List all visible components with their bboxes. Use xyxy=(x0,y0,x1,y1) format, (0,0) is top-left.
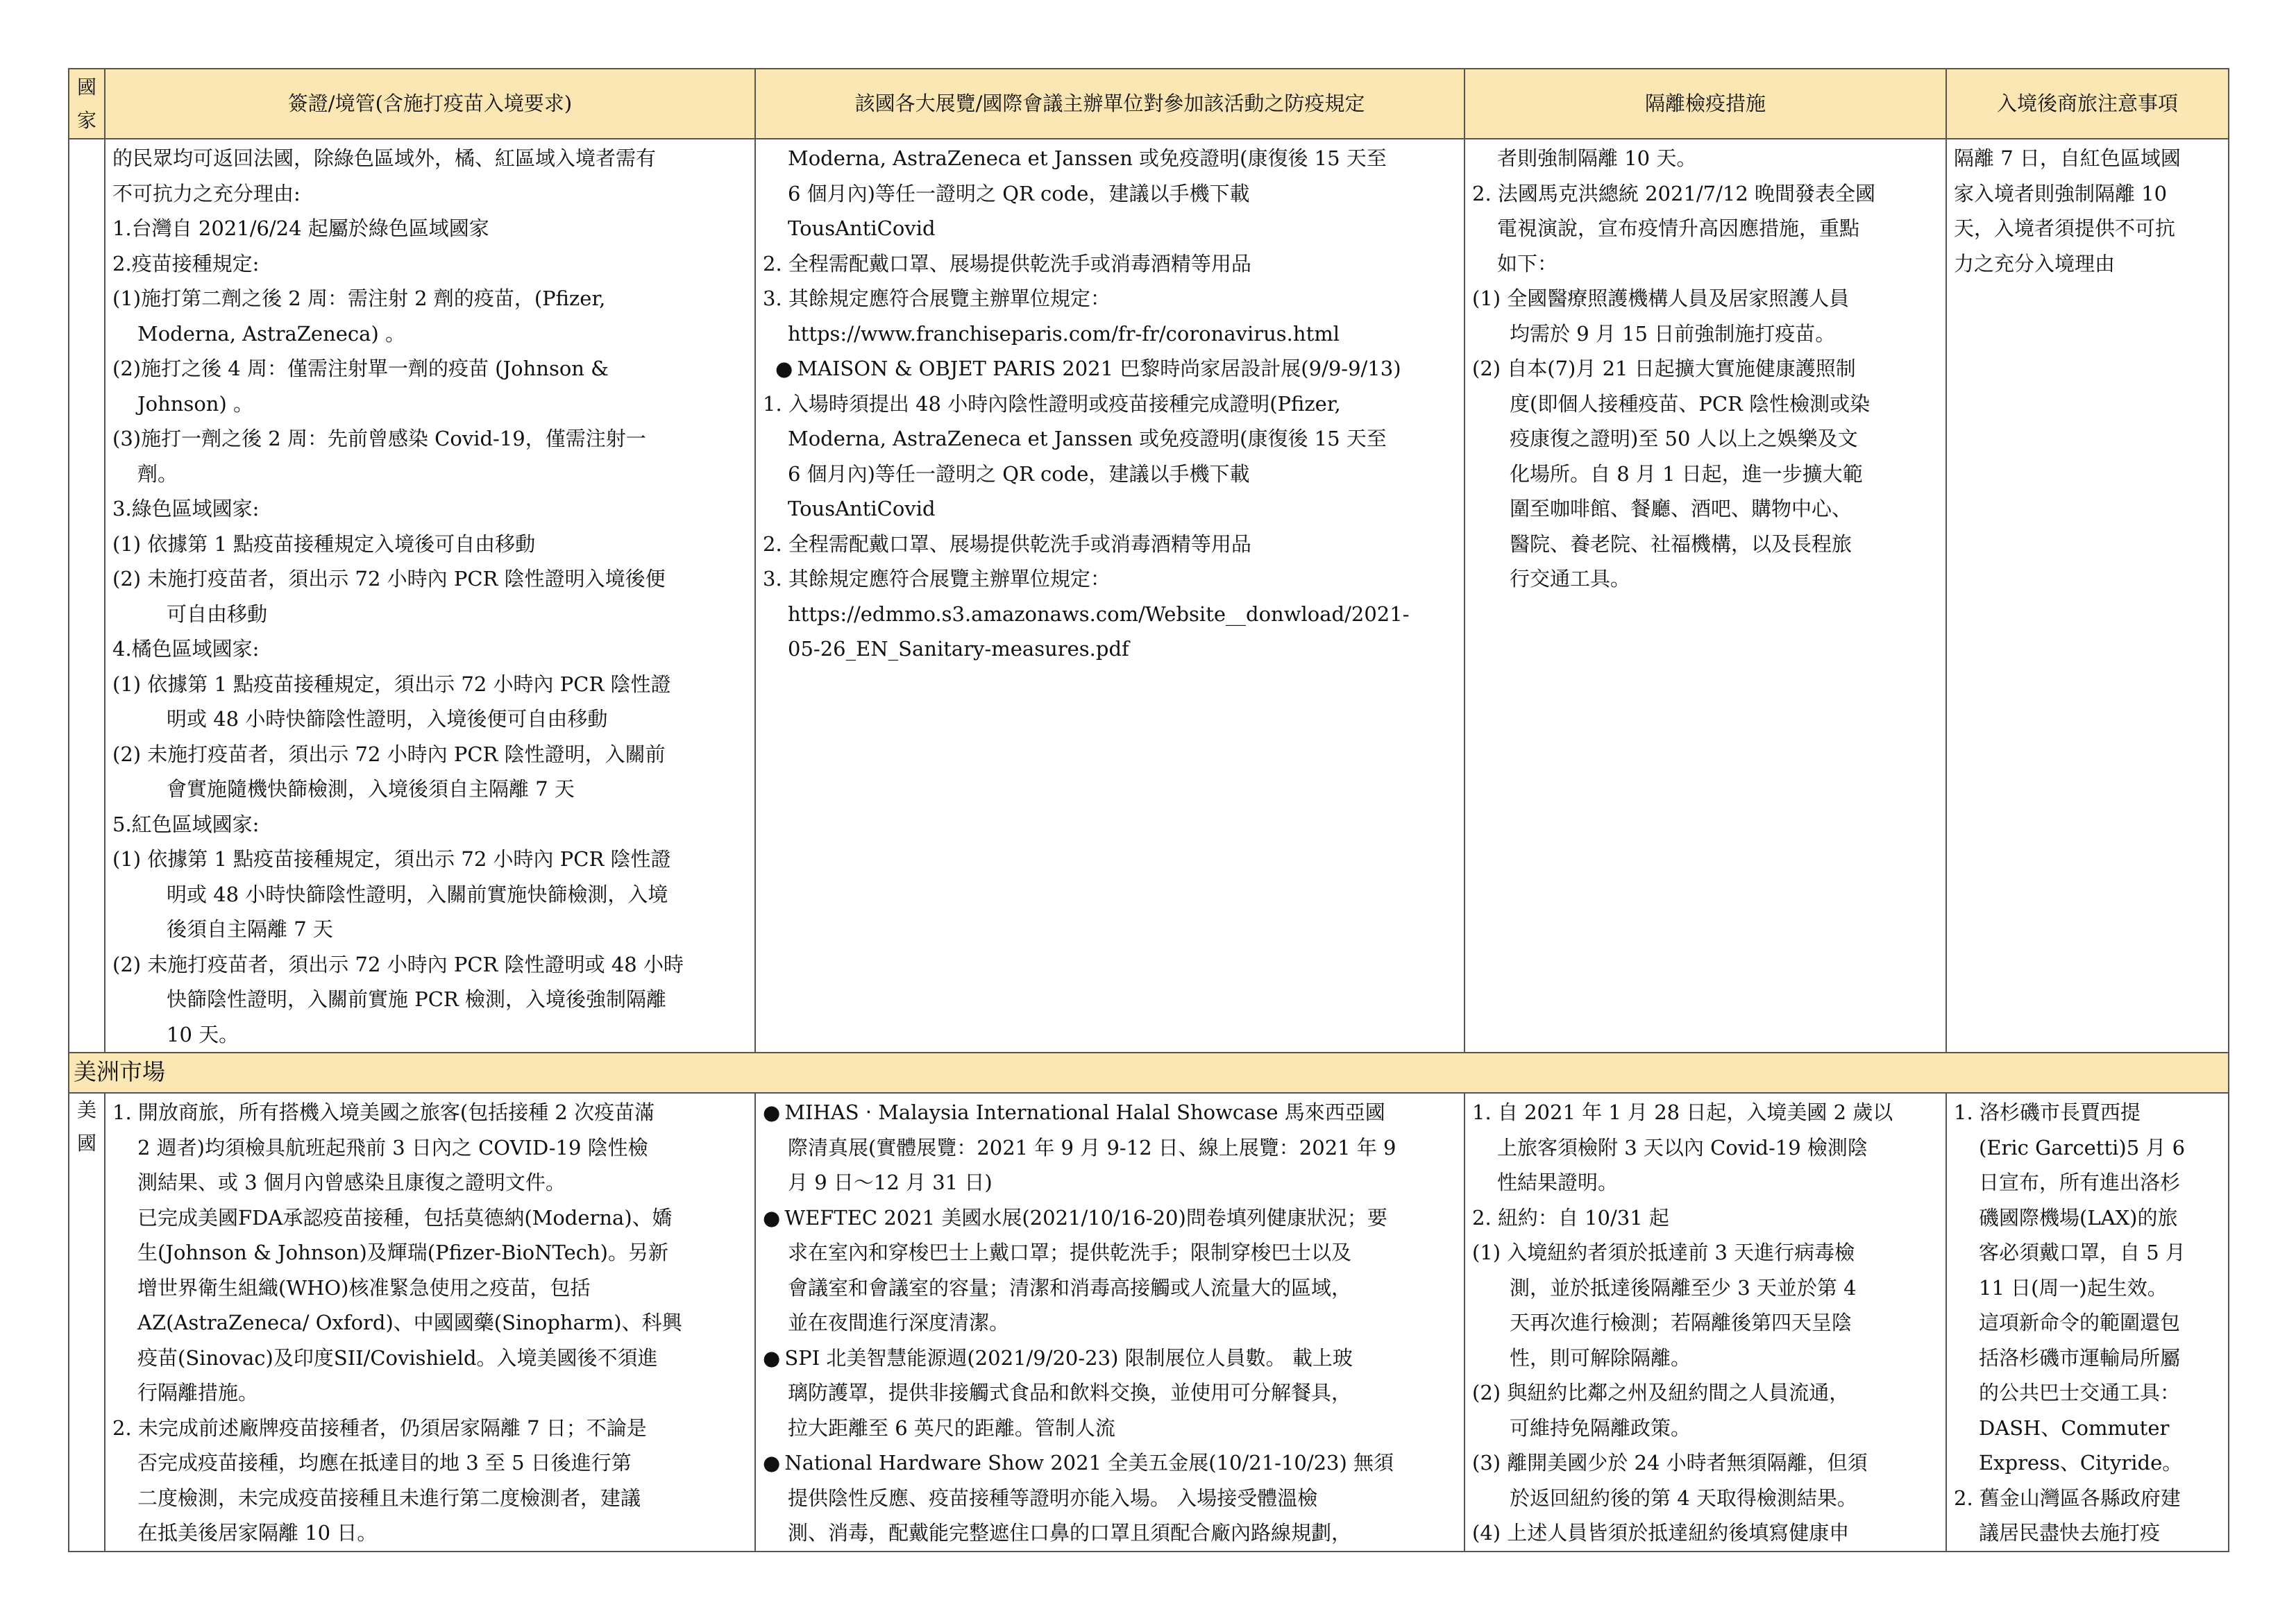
text-line: 客必須戴口罩，自 5 月 xyxy=(1979,1241,2186,1264)
text-line: 圍至咖啡館、餐廳、酒吧、購物中心、 xyxy=(1510,497,1852,520)
text-line: 日宣布，所有進出洛杉 xyxy=(1979,1171,2181,1194)
text-line: 會實施隨機快篩檢測，入境後須自主隔離 7 天 xyxy=(167,777,575,801)
text-line: 測結果、或 3 個月內曾感染且康復之證明文件。 xyxy=(137,1171,566,1194)
text-line: DASH、Commuter xyxy=(1979,1416,2170,1440)
text-line: 不可抗力之充分理由: xyxy=(112,181,301,205)
text-line: 3. 其餘規定應符合展覽主辦單位規定： xyxy=(763,567,1111,590)
text-line: 家入境者則強制隔離 10 xyxy=(1954,181,2168,205)
header-row xyxy=(69,69,2229,139)
france-exhibition-cell xyxy=(755,139,1464,1053)
text-line: 明或 48 小時快篩陰性證明，入境後便可自由移動 xyxy=(167,707,608,731)
text-line: 會議室和會議室的容量；清潔和消毒高接觸或人流量大的區域， xyxy=(788,1275,1352,1300)
text-line: 可維持免隔離政策。 xyxy=(1510,1416,1691,1440)
text-line: Express、Cityride。 xyxy=(1979,1451,2183,1475)
text-line: 測，並於抵達後隔離至少 3 天並於第 4 xyxy=(1510,1275,1857,1300)
bullet-line: ● MAISON & OBJET PARIS 2021 巴黎時尚家居設計展(9/9-9/13) xyxy=(763,351,1457,386)
text-line: 後須自主隔離 7 天 xyxy=(167,917,333,941)
text-line: (1) 依據第 1 點疫苗接種規定入境後可自由移動 xyxy=(112,532,536,556)
text-line: 並在夜間進行深度清潔。 xyxy=(788,1311,1010,1334)
text-line: 璃防護罩，提供非接觸式食品和飲料交換，並使用可分解餐具， xyxy=(788,1381,1352,1404)
text-line: 磯國際機場(LAX)的旅 xyxy=(1979,1205,2178,1230)
text-line: Moderna, AstraZeneca et Janssen 或免疫證明(康復後 15 天至 xyxy=(788,146,1387,170)
section-title: 美洲市場 xyxy=(69,1053,2229,1093)
text-line: 拉大距離至 6 英尺的距離。管制人流 xyxy=(788,1416,1115,1440)
text-line: 4.橘色區域國家: xyxy=(112,637,260,661)
text-line: 議居民盡快去施打疫 xyxy=(1979,1521,2161,1545)
text-line: 際清真展(實體展覽：2021 年 9 月 9-12 日、線上展覽：2021 年 9 xyxy=(788,1135,1396,1159)
text-line: (1) 入境紐約者須於抵達前 3 天進行病毒檢 xyxy=(1472,1241,1855,1264)
header-notes: 入境後商旅注意事項 xyxy=(1946,69,2229,139)
header-country: 國家 xyxy=(69,69,105,139)
france-row xyxy=(69,139,2229,1053)
text-line: 2.疫苗接種規定: xyxy=(112,251,260,275)
text-line: (2) 未施打疫苗者，須出示 72 小時內 PCR 陰性證明，入關前 xyxy=(112,742,666,766)
text-line: 電視演說，宣布疫情升高因應措施，重點 xyxy=(1497,216,1860,240)
text-line: 月 9 日～12 月 31 日) xyxy=(788,1171,993,1194)
france-country-cell xyxy=(69,139,105,1053)
bullet-line: ● National Hardware Show 2021 全美五金展(10/21-10/23) 無須 xyxy=(763,1445,1457,1481)
text-line: 天再次進行檢測；若隔離後第四天呈陰 xyxy=(1510,1311,1852,1334)
text-line: (2) 自本(7)月 21 日起擴大實施健康護照制 xyxy=(1472,357,1856,380)
usa-row xyxy=(69,1093,2229,1552)
text-line: 1. 入場時須提出 48 小時內陰性證明或疫苗接種完成證明(Pfizer, xyxy=(763,391,1341,416)
text-line: 測、消毒，配戴能完整遮住口鼻的口罩且須配合廠內路線規劃， xyxy=(788,1521,1352,1545)
text-line: AZ(AstraZeneca/ Oxford)、中國國藥(Sinopharm)、科興 xyxy=(137,1311,682,1334)
text-line: (4) 上述人員皆須於抵達紐約後填寫健康申 xyxy=(1472,1521,1850,1545)
text-line: 明或 48 小時快篩陰性證明，入關前實施快篩檢測，入境 xyxy=(167,882,668,906)
text-line: 2 週者)均須檢具航班起飛前 3 日內之 COVID-19 陰性檢 xyxy=(137,1135,648,1159)
text-line: 1. 開放商旅，所有搭機入境美國之旅客(包括接種 2 次疫苗滿 xyxy=(112,1101,655,1124)
usa-notes-cell xyxy=(1946,1093,2229,1552)
france-visa-cell xyxy=(105,139,755,1053)
text-line: 10 天。 xyxy=(167,1022,239,1046)
text-line: (2) 未施打疫苗者，須出示 72 小時內 PCR 陰性證明入境後便 xyxy=(112,567,666,590)
bullet-icon xyxy=(763,1101,784,1124)
text-line: 隔離 7 日，自紅色區域國 xyxy=(1954,146,2181,170)
text-line: 2. 法國馬克洪總統 2021/7/12 晚間發表全國 xyxy=(1472,181,1876,205)
text-line: 2. 全程需配戴口罩、展場提供乾洗手或消毒酒精等用品 xyxy=(763,532,1251,556)
text-line: 3.綠色區域國家: xyxy=(112,497,260,520)
france-notes-cell xyxy=(1946,139,2229,1053)
text-line: Moderna, AstraZeneca et Janssen 或免疫證明(康復後 15 天至 xyxy=(788,427,1387,450)
text-line: 增世界衛生組織(WHO)核准緊急使用之疫苗，包括 xyxy=(137,1275,591,1300)
text-line: 5.紅色區域國家: xyxy=(112,812,260,836)
section-row xyxy=(69,1053,2229,1093)
text-line: 6 個月內)等任一證明之 QR code，建議以手機下載 xyxy=(788,181,1250,205)
text-line: TousAntiCovid xyxy=(788,497,936,520)
text-line: TousAntiCovid xyxy=(788,216,936,240)
usa-visa-cell xyxy=(105,1093,755,1552)
text-line: (3) 離開美國少於 24 小時者無須隔離，但須 xyxy=(1472,1451,1868,1475)
text-line: 疫苗(Sinovac)及印度SII/Covishield。入境美國後不須進 xyxy=(137,1345,658,1370)
bullet-icon xyxy=(775,357,797,380)
text-line: (2) 與紐約比鄰之州及紐約間之人員流通， xyxy=(1472,1381,1850,1404)
text-line: Johnson) 。 xyxy=(137,391,253,416)
bullet-icon xyxy=(763,1451,784,1475)
text-line: 性，則可解除隔離。 xyxy=(1510,1345,1691,1370)
text-line: 括洛杉磯市運輸局所屬 xyxy=(1979,1345,2181,1370)
epidemic-info-table xyxy=(68,68,2229,1552)
text-line: 否完成疫苗接種，均應在抵達目的地 3 至 5 日後進行第 xyxy=(137,1451,632,1475)
usa-exhibition-cell xyxy=(755,1093,1464,1552)
text-line: 劑。 xyxy=(137,461,178,486)
text-line: 在抵美後居家隔離 10 日。 xyxy=(137,1521,378,1545)
header-exhibition: 該國各大展覽/國際會議主辦單位對參加該活動之防疫規定 xyxy=(755,69,1464,139)
text-line: 3. 其餘規定應符合展覽主辦單位規定： xyxy=(763,287,1111,310)
bullet-line: ● MIHAS ‧ Malaysia International Halal Showcase 馬來西亞國 xyxy=(763,1095,1457,1130)
text-line: 者則強制隔離 10 天。 xyxy=(1497,146,1697,170)
text-line: 2. 紐約：自 10/31 起 xyxy=(1472,1205,1669,1230)
text-line: (1) 全國醫療照護機構人員及居家照護人員 xyxy=(1472,287,1850,310)
text-line: 2. 未完成前述廠牌疫苗接種者，仍須居家隔離 7 日；不論是 xyxy=(112,1416,647,1440)
text-line: 二度檢測，未完成疫苗接種且未進行第二度檢測者，建議 xyxy=(137,1486,641,1510)
text-line: 力之充分入境理由 xyxy=(1954,251,2116,275)
text-line: 度(即個人接種疫苗、PCR 陰性檢測或染 xyxy=(1510,391,1871,416)
text-line: https://edmmo.s3.amazonaws.com/Website__donwload/2021- xyxy=(788,602,1410,626)
text-line: 提供陰性反應、疫苗接種等證明亦能入場。 入場接受體溫檢 xyxy=(788,1486,1318,1510)
bullet-line: ● SPI 北美智慧能源週(2021/9/20-23) 限制展位人員數。 載上玻 xyxy=(763,1341,1457,1376)
text-line: 1. 洛杉磯市長賈西提 xyxy=(1954,1101,2141,1124)
text-line: 可自由移動 xyxy=(167,602,268,626)
text-line: (2)施打之後 4 周：僅需注射單一劑的疫苗 (Johnson & xyxy=(112,357,609,380)
text-line: 均需於 9 月 15 日前強制施打疫苗。 xyxy=(1510,321,1836,346)
text-line: 行隔離措施。 xyxy=(137,1381,259,1404)
text-line: 化場所。自 8 月 1 日起，進一步擴大範 xyxy=(1510,461,1863,486)
text-line: 性結果證明。 xyxy=(1497,1171,1619,1194)
text-line: Moderna, AstraZeneca) 。 xyxy=(137,321,405,346)
text-line: (1) 依據第 1 點疫苗接種規定，須出示 72 小時內 PCR 陰性證 xyxy=(112,672,671,696)
text-line: (2) 未施打疫苗者，須出示 72 小時內 PCR 陰性證明或 48 小時 xyxy=(112,952,684,976)
text-line: 疫康復之證明)至 50 人以上之娛樂及文 xyxy=(1510,427,1858,450)
text-line: 於返回紐約後的第 4 天取得檢測結果。 xyxy=(1510,1486,1857,1510)
usa-quarantine-cell xyxy=(1464,1093,1946,1552)
text-line: 2. 舊金山灣區各縣政府建 xyxy=(1954,1486,2181,1510)
text-line: 天，入境者須提供不可抗 xyxy=(1954,216,2176,240)
text-line: 已完成美國FDA承認疫苗接種，包括莫德納(Moderna)、嬌 xyxy=(137,1205,673,1230)
usa-country-cell: 美國 xyxy=(69,1093,105,1552)
text-line: 醫院、養老院、社福機構，以及長程旅 xyxy=(1510,532,1852,556)
bullet-icon xyxy=(763,1206,784,1230)
text-line: 1.台灣自 2021/6/24 起屬於綠色區域國家 xyxy=(112,216,489,240)
text-line: 11 日(周一)起生效。 xyxy=(1979,1275,2168,1300)
text-line: 2. 全程需配戴口罩、展場提供乾洗手或消毒酒精等用品 xyxy=(763,251,1251,275)
header-quarantine: 隔離檢疫措施 xyxy=(1464,69,1946,139)
text-line: (3)施打一劑之後 2 周：先前曾感染 Covid-19，僅需注射一 xyxy=(112,427,646,450)
text-line: 行交通工具。 xyxy=(1510,567,1631,590)
text-line: 的民眾均可返回法國，除綠色區域外，橘、紅區域入境者需有 xyxy=(112,146,657,170)
text-line: (Eric Garcetti)5 月 6 xyxy=(1979,1135,2186,1159)
france-quarantine-cell xyxy=(1464,139,1946,1053)
text-line: 1. 自 2021 年 1 月 28 日起，入境美國 2 歲以 xyxy=(1472,1101,1893,1124)
header-visa: 簽證/境管(含施打疫苗入境要求) xyxy=(105,69,755,139)
text-line: 這項新命令的範圍還包 xyxy=(1979,1311,2181,1334)
text-line: 求在室內和穿梭巴士上戴口罩；提供乾洗手；限制穿梭巴士以及 xyxy=(788,1241,1352,1264)
text-line: https://www.franchiseparis.com/fr-fr/coronavirus.html xyxy=(788,321,1340,346)
text-line: 快篩陰性證明，入關前實施 PCR 檢測，入境後強制隔離 xyxy=(167,987,666,1011)
bullet-icon xyxy=(763,1346,784,1370)
text-line: 6 個月內)等任一證明之 QR code，建議以手機下載 xyxy=(788,461,1250,486)
text-line: 生(Johnson & Johnson)及輝瑞(Pfizer-BioNTech)。另新 xyxy=(137,1241,668,1264)
text-line: 上旅客須檢附 3 天以內 Covid-19 檢測陰 xyxy=(1497,1135,1868,1159)
text-line: (1) 依據第 1 點疫苗接種規定，須出示 72 小時內 PCR 陰性證 xyxy=(112,847,671,871)
text-line: 05-26_EN_Sanitary-measures.pdf xyxy=(788,637,1129,661)
text-line: 如下： xyxy=(1497,251,1558,275)
text-line: 的公共巴士交通工具： xyxy=(1979,1381,2181,1404)
bullet-line: ● WEFTEC 2021 美國水展(2021/10/16-20)問卷填列健康狀況；要 xyxy=(763,1200,1457,1236)
text-line: (1)施打第二劑之後 2 周：需注射 2 劑的疫苗，(Pfizer, xyxy=(112,287,606,310)
